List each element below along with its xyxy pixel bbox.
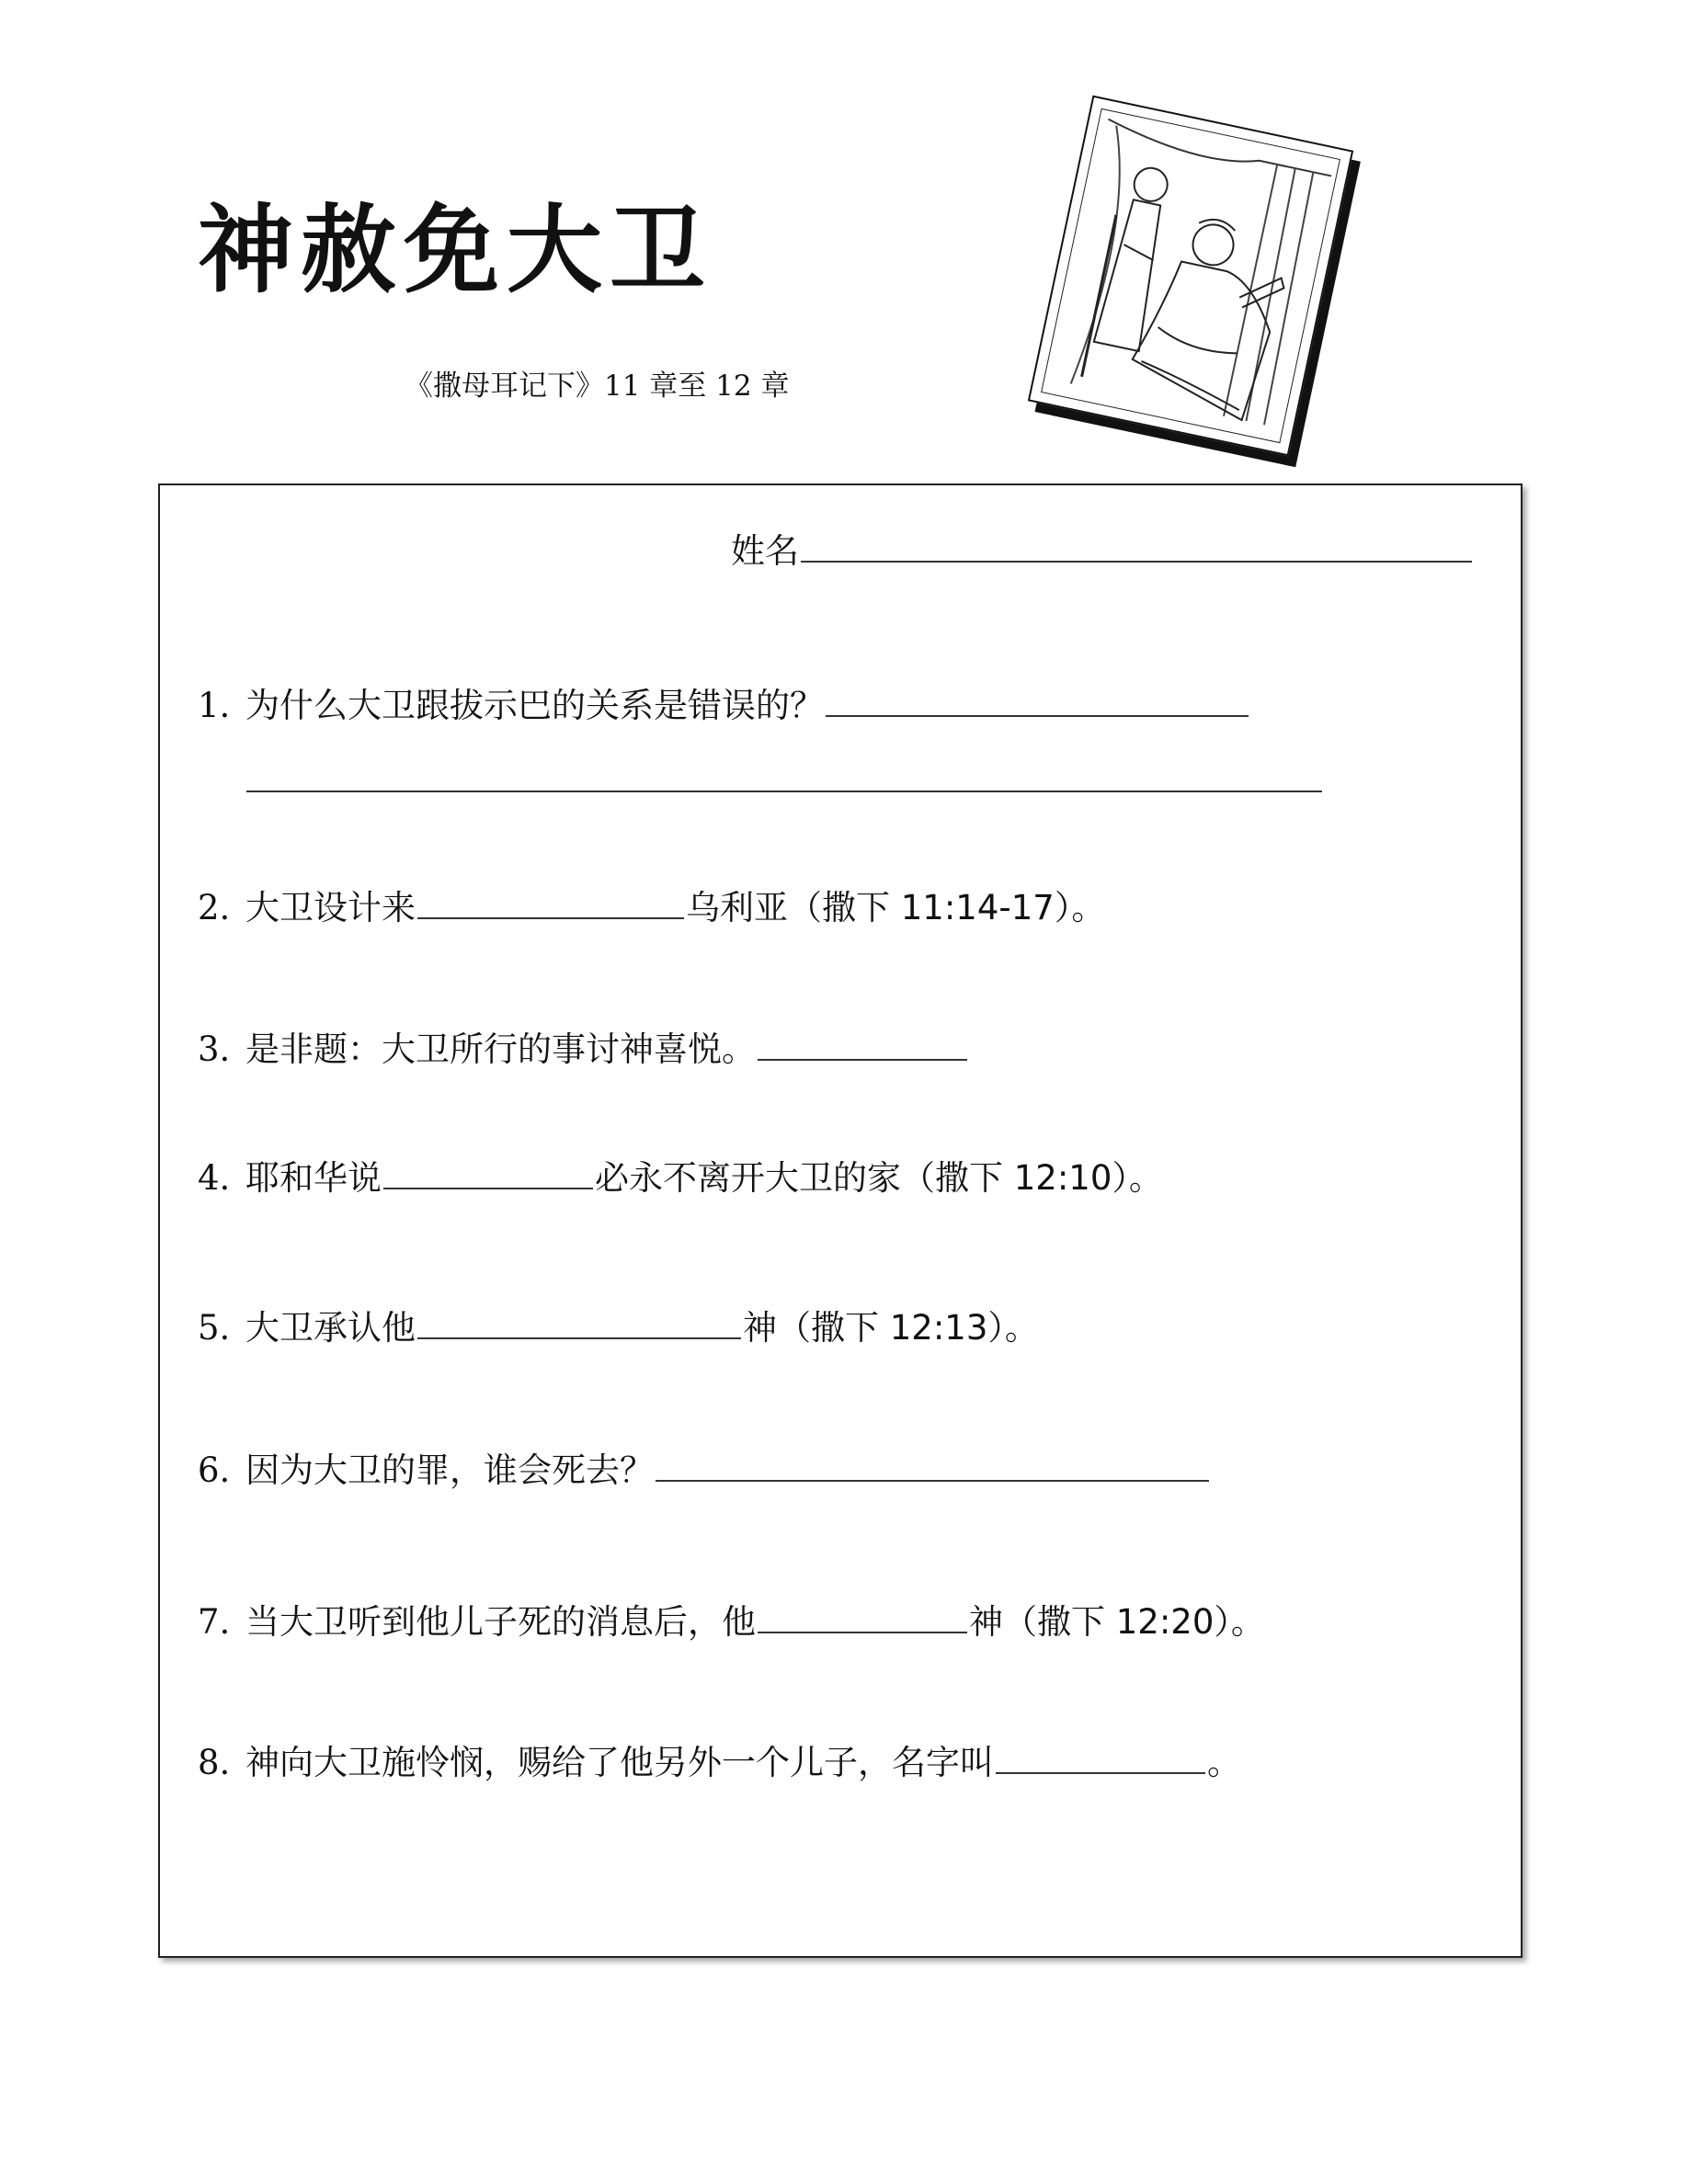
question-text: 耶和华说 <box>245 1158 382 1198</box>
answer-blank[interactable] <box>758 1031 967 1061</box>
question-5 <box>198 1308 1039 1348</box>
question-text: 因为大卫的罪，谁会死去？ <box>245 1450 654 1490</box>
answer-blank[interactable] <box>417 1310 741 1339</box>
scripture-reference: 《撒母耳记下》11 章至 12 章 <box>405 370 790 403</box>
answer-blank[interactable] <box>758 1604 967 1633</box>
name-label: 姓名 <box>731 531 799 571</box>
answer-blank[interactable] <box>656 1452 1209 1482</box>
name-field-row <box>731 531 1474 571</box>
name-input[interactable] <box>801 533 1472 563</box>
david-and-nathan-picture <box>1041 108 1340 443</box>
question-8 <box>198 1745 1241 1780</box>
question-number: 1. <box>198 686 231 725</box>
answer-blank[interactable] <box>417 890 684 919</box>
question-number: 7. <box>198 1602 231 1642</box>
question-1 <box>198 686 1250 725</box>
question-text: 大卫设计来 <box>245 888 416 927</box>
question-text-after: 必永不离开大卫的家（撒下 12:10）。 <box>595 1158 1163 1198</box>
question-7 <box>198 1602 1265 1642</box>
question-3 <box>198 1029 969 1069</box>
illustration-card <box>1028 96 1353 457</box>
question-2 <box>198 890 1105 925</box>
answer-line[interactable] <box>246 789 1322 792</box>
question-text: 神向大卫施怜悯，赐给了他另外一个儿子，名字叫 <box>245 1743 994 1782</box>
question-4 <box>198 1158 1163 1198</box>
question-text: 为什么大卫跟拔示巴的关系是错误的？ <box>245 686 824 725</box>
question-text-after: 神（撒下 12:20）。 <box>969 1602 1265 1642</box>
question-6 <box>198 1450 1211 1490</box>
question-text-after: 。 <box>1207 1743 1241 1782</box>
question-number: 2. <box>198 888 231 927</box>
worksheet-title: 神赦免大卫 <box>198 193 713 306</box>
question-number: 3. <box>198 1029 231 1069</box>
question-number: 8. <box>198 1743 231 1782</box>
question-text-after: 神（撒下 12:13）。 <box>743 1308 1039 1348</box>
question-number: 5. <box>198 1308 231 1348</box>
question-number: 6. <box>198 1450 231 1490</box>
question-text: 大卫承认他 <box>245 1308 416 1348</box>
question-text-after: 乌利亚（撒下 11:14-17）。 <box>686 888 1106 927</box>
answer-blank[interactable] <box>826 688 1249 717</box>
question-text: 当大卫听到他儿子死的消息后，他 <box>245 1602 756 1642</box>
answer-blank[interactable] <box>383 1160 593 1189</box>
answer-blank[interactable] <box>996 1745 1205 1774</box>
question-number: 4. <box>198 1158 231 1198</box>
question-text: 是非题：大卫所行的事讨神喜悦。 <box>245 1029 756 1069</box>
